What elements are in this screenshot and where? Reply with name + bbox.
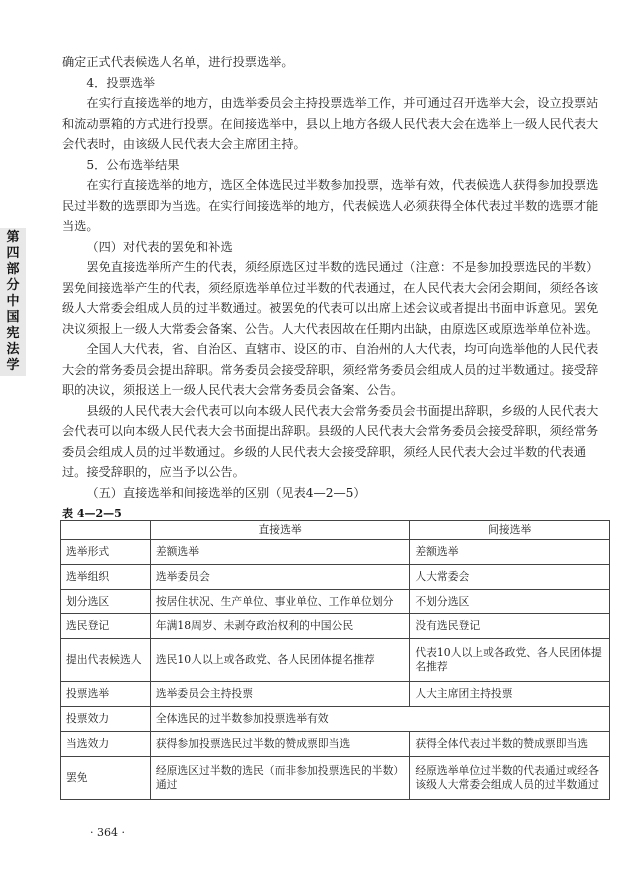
table-cell: 代表10人以上或各政党、各人民团体提名推荐 <box>410 639 610 682</box>
row-header-cell: 选举形式 <box>61 540 151 565</box>
row-header-cell: 当选效力 <box>61 731 151 756</box>
body-text <box>62 52 602 503</box>
table-row <box>61 682 610 707</box>
table-row <box>61 614 610 639</box>
table-cell: 人大常委会 <box>410 564 610 589</box>
table-row <box>61 589 610 614</box>
paragraph: （四）对代表的罢免和补选 <box>86 239 233 254</box>
page-number: · 364 · <box>90 826 125 839</box>
row-header-cell: 选民登记 <box>61 614 151 639</box>
row-header-cell: 选举组织 <box>61 564 151 589</box>
paragraph: 在实行直接选举的地方，选区全体选民过半数参加投票，选举有效，代表候选人获得参加投票选民过半数的选票即为当选。在实行间接选举的地方，代表候选人必须获得全体代表过半数的选票才能当选。 <box>62 178 599 233</box>
table-cell: 人大主席团主持投票 <box>410 682 610 707</box>
row-header-cell: 罢免 <box>61 756 151 799</box>
side-tab-label: 第四部分 中国宪法学 <box>6 230 20 373</box>
row-header-cell: 提出代表候选人 <box>61 639 151 682</box>
table-row <box>61 564 610 589</box>
paragraph: 确定正式代表候选人名单，进行投票选举。 <box>62 55 294 69</box>
table-cell: 选举委员会 <box>150 564 410 589</box>
table-cell: 差额选举 <box>150 540 410 565</box>
table-row <box>61 707 610 732</box>
table-cell: 没有选民登记 <box>410 614 610 639</box>
table-row <box>61 731 610 756</box>
row-header-cell: 投票效力 <box>61 707 151 732</box>
table-header-cell: 直接选举 <box>150 521 410 540</box>
table-label: 表 4—2—5 <box>62 507 122 520</box>
table-header-row <box>61 521 610 540</box>
table-cell: 选举委员会主持投票 <box>150 682 410 707</box>
paragraph: 县级的人民代表大会代表可以向本级人民代表大会常务委员会书面提出辞职，乡级的人民代表大会代表可以向本级人民代表大会书面提出辞职。县级的人民代表大会常务委员会接受辞职，须经常务委员会组成人员的过半数通过。乡级的人民代表大会接受辞职，须经人民代表大会过半数的代表通过。接受辞职的，应当予以公告。 <box>62 403 599 479</box>
paragraph: 在实行直接选举的地方，由选举委员会主持投票选举工作，并可通过召开选举大会，设立投票站和流动票箱的方式进行投票。在间接选举中，县以上地方各级人民代表大会在选举上一级人民代表大会代表时，由该级人民代表大会主席团主持。 <box>62 96 599 151</box>
comparison-table <box>60 520 610 800</box>
table-cell: 不划分选区 <box>410 589 610 614</box>
table-header-cell <box>61 521 151 540</box>
row-header-cell: 投票选举 <box>61 682 151 707</box>
table-body <box>61 540 610 800</box>
table-cell: 按居住状况、生产单位、事业单位、工作单位划分 <box>150 589 410 614</box>
paragraph: 5．公布选举结果 <box>86 157 180 172</box>
paragraph: 罢免直接选举所产生的代表，须经原选区过半数的选民通过（注意：不是参加投票选民的半数）罢免间接选举产生的代表，须经原选举单位过半数的代表通过，在人民代表大会闭会期间，须经各该级人大常委会组成人员的过半数通过。被罢免的代表可以出席上述会议或者提出书面申诉意见。罢免决议须报上一级人大常委会备案、公告。人大代表因故在任期内出缺，由原选区或原选举单位补选。 <box>62 260 599 336</box>
row-header-cell: 划分选区 <box>61 589 151 614</box>
paragraph: 4．投票选举 <box>86 75 156 90</box>
paragraph: （五）直接选举和间接选举的区别（见表4—2—5） <box>86 485 366 500</box>
table-cell: 经原选举单位过半数的代表通过或经各该级人大常委会组成人员的过半数通过 <box>410 756 610 799</box>
table-cell: 选民10人以上或各政党、各人民团体提名推荐 <box>150 639 410 682</box>
table-cell: 差额选举 <box>410 540 610 565</box>
table-row <box>61 756 610 799</box>
table-row <box>61 639 610 682</box>
table-cell: 全体选民的过半数参加投票选举有效 <box>150 707 609 732</box>
table-row <box>61 540 610 565</box>
table-cell: 年满18周岁、未剥夺政治权利的中国公民 <box>150 614 410 639</box>
table-cell: 经原选区过半数的选民（而非参加投票选民的半数）通过 <box>150 756 410 799</box>
paragraph: 全国人大代表，省、自治区、直辖市、设区的市、自治州的人大代表，均可向选举他的人民代表大会的常务委员会提出辞职。常务委员会接受辞职，须经常务委员会组成人员的过半数通过。接受辞职的决议，须报送上一级人民代表大会常务委员会备案、公告。 <box>62 342 599 397</box>
table-header-cell: 间接选举 <box>410 521 610 540</box>
table-cell: 获得参加投票选民过半数的赞成票即当选 <box>150 731 410 756</box>
table-cell: 获得全体代表过半数的赞成票即当选 <box>410 731 610 756</box>
